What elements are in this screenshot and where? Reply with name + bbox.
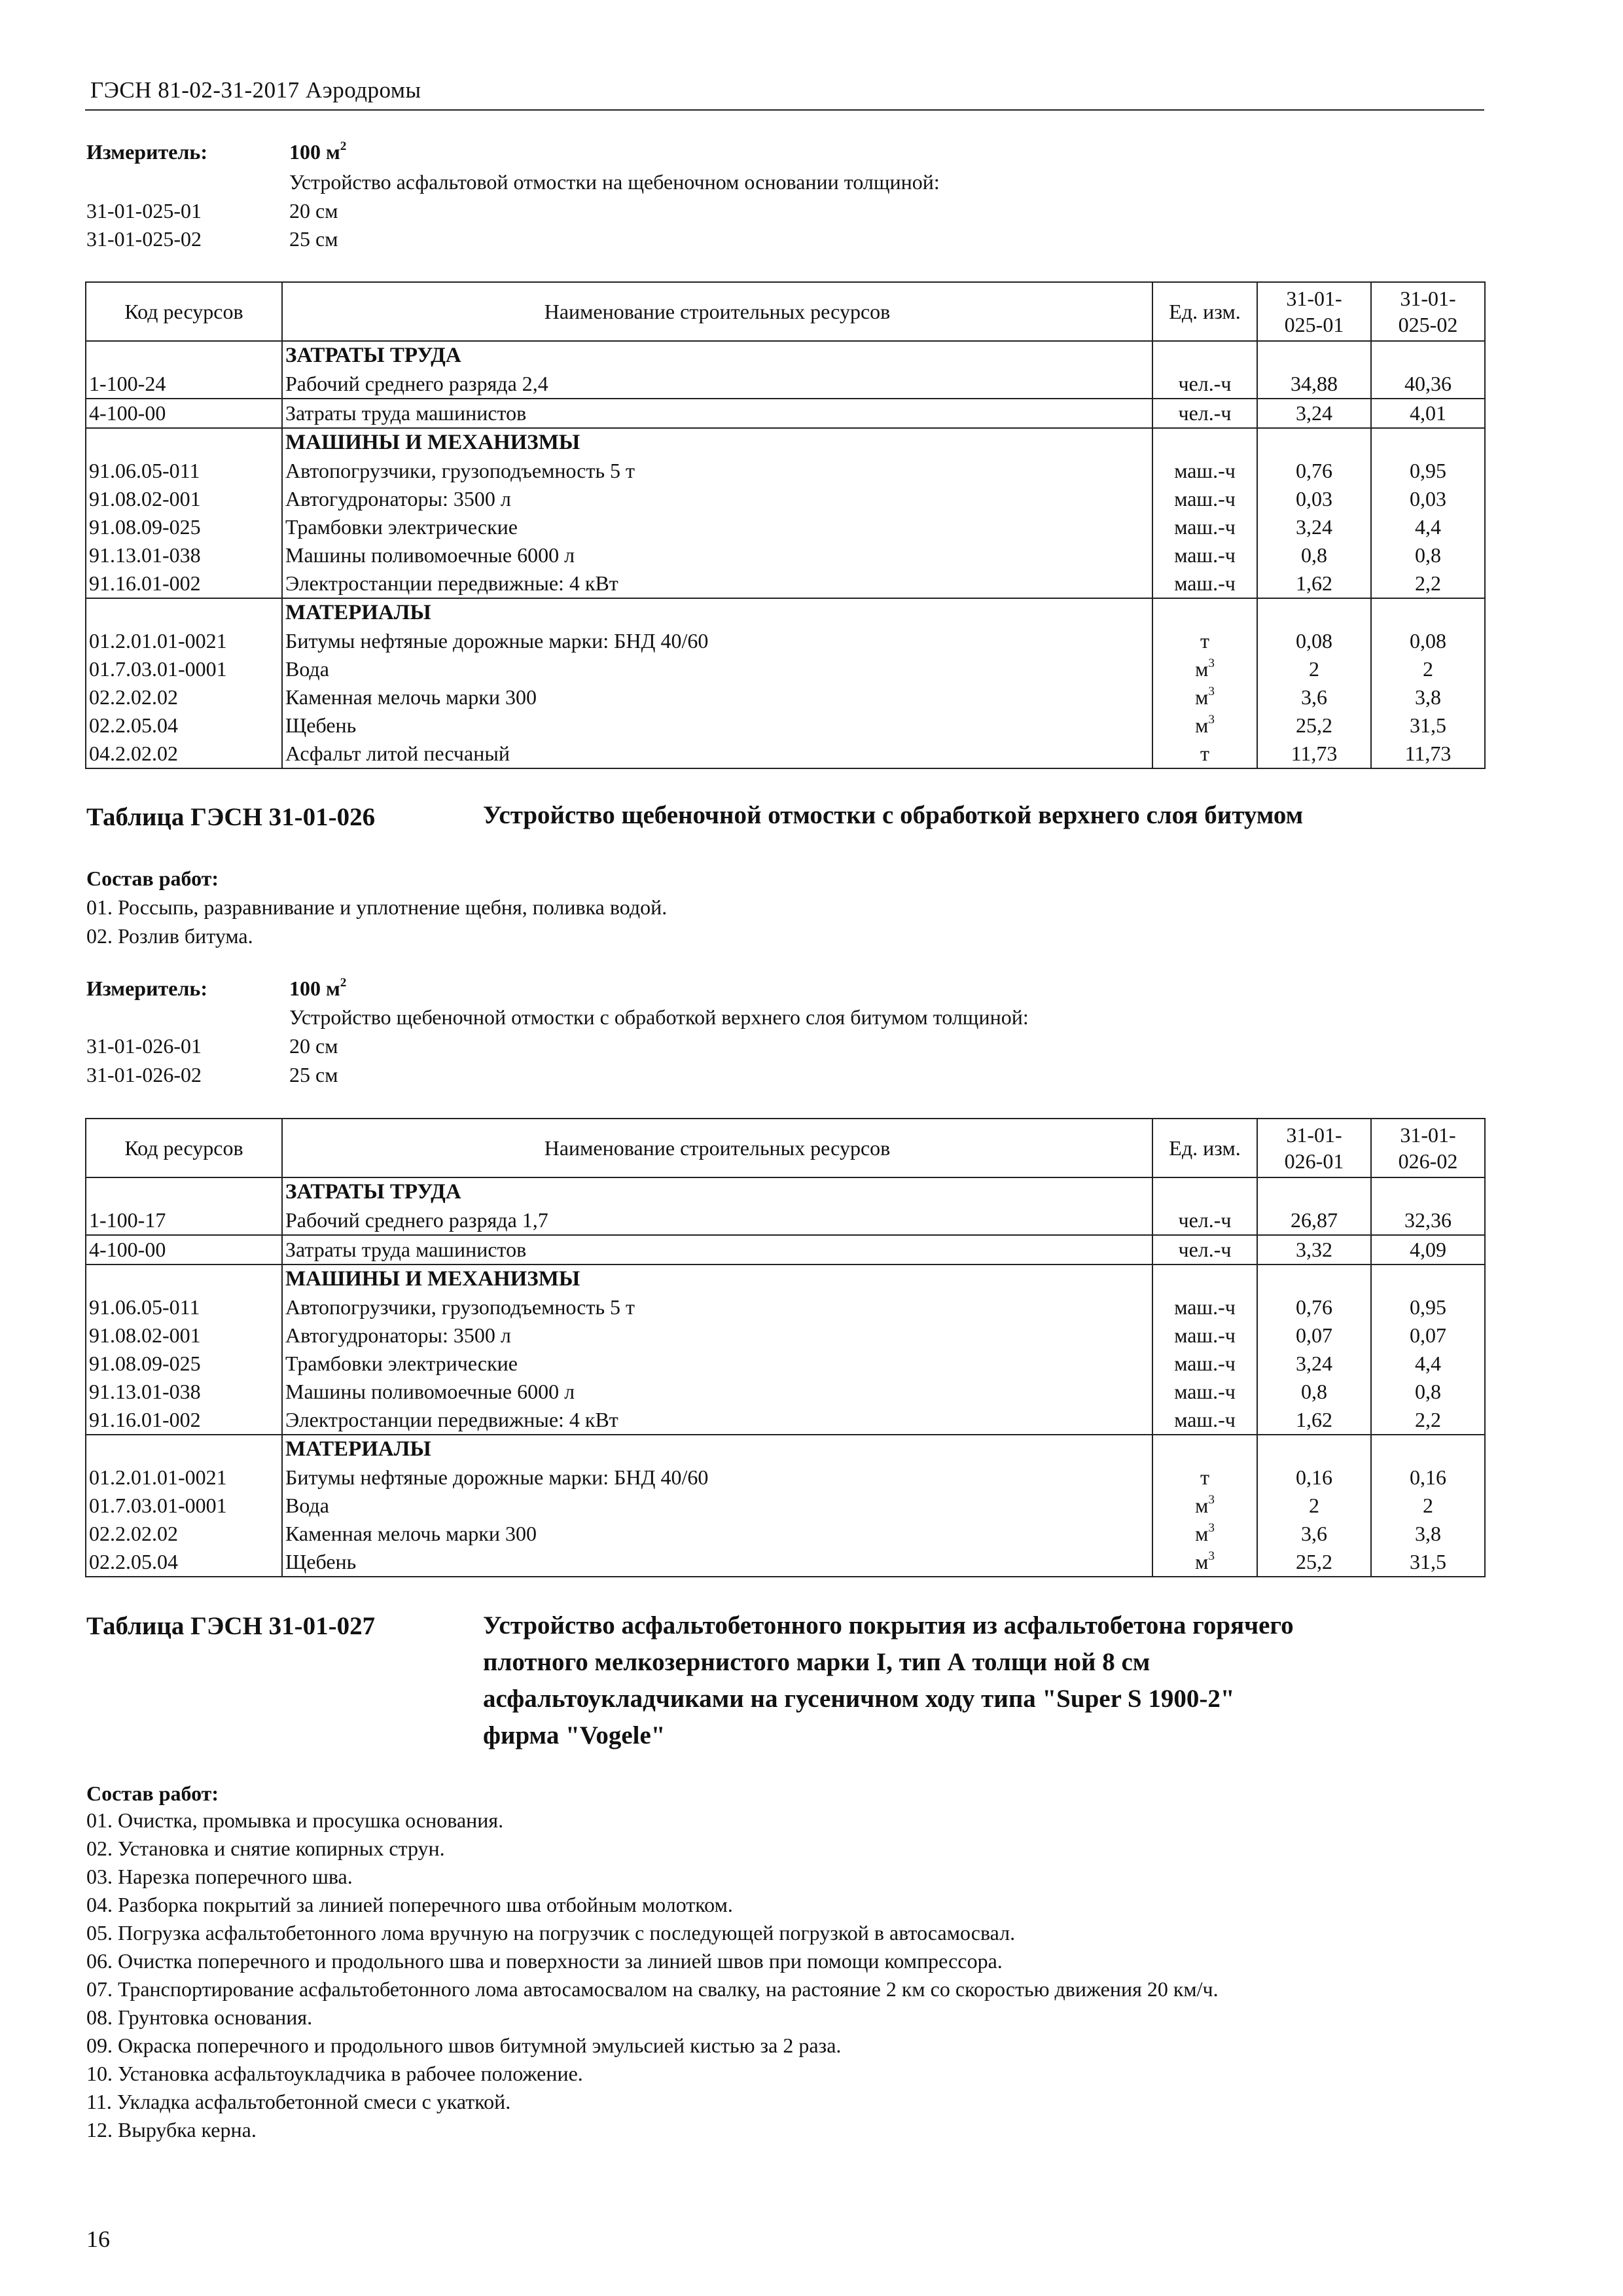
cell-value-2: 32,36 [1371,1206,1485,1235]
unit-text: т [1200,1465,1209,1489]
cell-name: Автогудронаторы: 3500 л [282,485,1152,513]
table-row [86,569,1485,598]
table-row [86,1321,1485,1350]
unit-text: маш.-ч [1174,1295,1236,1319]
table-title-line: плотного мелкозернистого марки I, тип А толщи ной 8 см [483,1648,1150,1676]
unit-sup: 3 [1208,656,1215,671]
cell-value-1: 3,24 [1257,399,1371,428]
resources-table [85,281,1486,769]
measure-value: 100 $м^2$ [289,139,347,164]
section-title: ЗАТРАТЫ ТРУДА [282,341,1152,370]
cell-code: 91.08.09-025 [86,1350,282,1378]
section-row [86,1265,1485,1293]
section-title: МАШИНЫ И МЕХАНИЗМЫ [282,1265,1152,1293]
section-title: МАТЕРИАЛЫ [282,598,1152,627]
section-unit-cell [1152,1435,1257,1463]
variant-value: 20 см [289,199,338,223]
header-code: Код ресурсов [86,282,282,341]
works-item: 07. Транспортирование асфальтобетонного лома автосамосвалом на свалку, на растояние 2 км со скоростью движения 20 км/ч. [86,1977,1219,2001]
works-item: 09. Окраска поперечного и продольного швов битумной эмульсией кистью за 2 раза. [86,2034,842,2057]
section-v1-cell [1257,1177,1371,1206]
cell-unit [1152,1406,1257,1435]
section-v1-cell [1257,341,1371,370]
table-row [86,1350,1485,1378]
cell-name: Затраты труда машинистов [282,399,1152,428]
variant-code: 31-01-026-02 [86,1063,202,1086]
cell-value-1: 34,88 [1257,370,1371,399]
section-unit-cell [1152,1265,1257,1293]
works-list [86,1806,1219,2144]
variant-value: 25 см [289,227,338,251]
cell-code: 01.2.01.01-0021 [86,1463,282,1492]
cell-value-2: 0,03 [1371,485,1485,513]
header-line: 025-02 [1398,313,1458,336]
table-row [86,399,1485,428]
section-v1-cell [1257,1265,1371,1293]
unit-text: маш.-ч [1174,1352,1236,1375]
cell-name: Электростанции передвижные: 4 кВт [282,1406,1152,1435]
cell-value-1: 3,24 [1257,513,1371,541]
unit-text: м [1195,1494,1209,1517]
cell-code: 91.08.09-025 [86,513,282,541]
cell-value-1: 2 [1257,1492,1371,1520]
cell-unit [1152,541,1257,569]
cell-value-1: 3,6 [1257,1520,1371,1548]
section-v2-cell [1371,341,1485,370]
cell-value-2: 0,95 [1371,1293,1485,1321]
cell-value-2: 0,8 [1371,541,1485,569]
cell-value-1: 2 [1257,655,1371,683]
cell-value-1: 11,73 [1257,740,1371,768]
cell-name: Машины поливомоечные 6000 л [282,541,1152,569]
cell-unit [1152,485,1257,513]
table-row [86,1463,1485,1492]
unit-sup: 3 [1208,1521,1215,1535]
section-v1-cell [1257,598,1371,627]
measure-value: 100 $м^2$ [289,976,347,1000]
cell-value-1: 0,76 [1257,457,1371,485]
section-unit-cell [1152,341,1257,370]
cell-code: 1-100-17 [86,1206,282,1235]
table-row [86,1520,1485,1548]
works-label: Состав работ: [86,1782,219,1805]
page-number: 16 [86,2226,110,2252]
cell-unit [1152,569,1257,598]
unit-text: чел.-ч [1178,372,1232,395]
works-item: 04. Разборка покрытий за линией поперечного шва отбойным молотком. [86,1893,733,1916]
table-row [86,370,1485,399]
cell-value-1: 3,24 [1257,1350,1371,1378]
unit-sup: 3 [1208,1493,1215,1507]
section-row [86,1177,1485,1206]
section-v2-cell [1371,428,1485,457]
cell-value-1: 3,32 [1257,1235,1371,1265]
header-unit: Ед. изм. [1152,282,1257,341]
table-row [86,1206,1485,1235]
header-line: 31-01- [1400,287,1456,310]
unit-text: м [1195,685,1209,709]
table-row [86,740,1485,768]
cell-name: Рабочий среднего разряда 1,7 [282,1206,1152,1235]
cell-name: Вода [282,1492,1152,1520]
cell-code: 01.7.03.01-0001 [86,1492,282,1520]
cell-code: 91.06.05-011 [86,457,282,485]
cell-code: 02.2.05.04 [86,711,282,740]
cell-code: 91.13.01-038 [86,541,282,569]
cell-value-2: 2 [1371,1492,1485,1520]
cell-unit [1152,711,1257,740]
section-v2-cell [1371,1177,1485,1206]
cell-code: 91.08.02-001 [86,1321,282,1350]
cell-code: 91.16.01-002 [86,1406,282,1435]
variant-code: 31-01-025-02 [86,227,202,251]
table-row [86,513,1485,541]
section-row [86,598,1485,627]
cell-unit [1152,513,1257,541]
cell-name: Электростанции передвижные: 4 кВт [282,569,1152,598]
section-unit-cell [1152,1177,1257,1206]
cell-name: Асфальт литой песчаный [282,740,1152,768]
table-header-row [86,1119,1485,1177]
cell-unit [1152,370,1257,399]
cell-unit [1152,1378,1257,1406]
cell-name: Битумы нефтяные дорожные марки: БНД 40/60 [282,1463,1152,1492]
cell-value-2: 40,36 [1371,370,1485,399]
cell-name: Каменная мелочь марки 300 [282,683,1152,711]
section-row [86,1435,1485,1463]
unit-text: маш.-ч [1174,571,1236,595]
cell-value-1: 26,87 [1257,1206,1371,1235]
unit-text: маш.-ч [1174,1408,1236,1431]
cell-value-1: 0,08 [1257,627,1371,655]
works-item: 01. Россыпь, разравнивание и уплотнение щебня, поливка водой. [86,895,668,919]
works-item: 02. Розлив битума. [86,924,253,948]
cell-value-2: 31,5 [1371,711,1485,740]
header-line: 025-01 [1284,313,1344,336]
unit-text: чел.-ч [1178,1238,1232,1261]
cell-name: Рабочий среднего разряда 2,4 [282,370,1152,399]
cell-unit [1152,399,1257,428]
cell-unit [1152,457,1257,485]
cell-code: 91.08.02-001 [86,485,282,513]
table-row [86,1293,1485,1321]
header-line: 31-01- [1286,287,1342,310]
works-item: 11. Укладка асфальтобетонной смеси с укаткой. [86,2090,511,2113]
cell-value-2: 0,16 [1371,1463,1485,1492]
measure-label: Измеритель: [86,977,207,1000]
cell-name: Щебень [282,1548,1152,1577]
table-title-line: асфальтоукладчиками на гусеничном ходу типа "Super S 1900-2" [483,1685,1235,1713]
works-item: 06. Очистка поперечного и продольного шва и поверхности за линией швов при помощи компрессора. [86,1949,1003,1973]
section-title: МАШИНЫ И МЕХАНИЗМЫ [282,428,1152,457]
document-header: ГЭСН 81-02-31-2017 Аэродромы [90,77,421,103]
cell-value-1: 0,8 [1257,1378,1371,1406]
unit-text: м [1195,1522,1209,1545]
table-title-line: фирма "Vogele" [483,1721,666,1749]
cell-unit [1152,1350,1257,1378]
header-col2 [1371,1119,1485,1177]
table-title-line: Устройство асфальтобетонного покрытия из асфальтобетона горячего [483,1611,1294,1640]
cell-unit [1152,627,1257,655]
cell-code: 02.2.02.02 [86,683,282,711]
cell-value-2: 4,09 [1371,1235,1485,1265]
variant-value: 20 см [289,1034,338,1058]
cell-code: 01.2.01.01-0021 [86,627,282,655]
unit-text: чел.-ч [1178,1208,1232,1232]
works-label: Состав работ: [86,867,219,890]
unit-text: маш.-ч [1174,515,1236,539]
section-v1-cell [1257,428,1371,457]
cell-value-2: 11,73 [1371,740,1485,768]
unit-text: м [1195,1550,1209,1573]
section-unit-cell [1152,598,1257,627]
cell-value-2: 0,95 [1371,457,1485,485]
cell-name: Автопогрузчики, грузоподъемность 5 т [282,457,1152,485]
header-line: 026-02 [1398,1149,1458,1173]
cell-value-2: 3,8 [1371,683,1485,711]
section-v2-cell [1371,1435,1485,1463]
works-item: 12. Вырубка керна. [86,2118,257,2142]
cell-value-1: 1,62 [1257,569,1371,598]
unit-sup: 3 [1208,713,1215,727]
cell-value-1: 0,16 [1257,1463,1371,1492]
unit-text: маш.-ч [1174,1323,1236,1347]
unit-text: чел.-ч [1178,401,1232,425]
section-v2-cell [1371,598,1485,627]
resources-table [85,1118,1486,1577]
table-row [86,457,1485,485]
cell-code: 01.7.03.01-0001 [86,655,282,683]
header-line: 31-01- [1286,1123,1342,1147]
section-code-cell [86,341,282,370]
measure-description: Устройство щебеночной отмостки с обработкой верхнего слоя битумом толщиной: [289,1005,1029,1029]
unit-text: маш.-ч [1174,543,1236,567]
cell-name: Трамбовки электрические [282,1350,1152,1378]
variant-code: 31-01-025-01 [86,199,202,223]
section-code-cell [86,1435,282,1463]
cell-code: 91.16.01-002 [86,569,282,598]
cell-value-2: 2,2 [1371,569,1485,598]
header-line: 31-01- [1400,1123,1456,1147]
cell-value-2: 4,01 [1371,399,1485,428]
cell-value-1: 3,6 [1257,683,1371,711]
header-col2 [1371,282,1485,341]
cell-value-1: 0,8 [1257,541,1371,569]
table-header-row [86,282,1485,341]
cell-code: 4-100-00 [86,1235,282,1265]
table-row [86,627,1485,655]
cell-unit [1152,655,1257,683]
cell-unit [1152,1321,1257,1350]
unit-text: т [1200,629,1209,653]
table-title: Устройство щебеночной отмостки с обработкой верхнего слоя битумом [483,801,1304,829]
works-item: 03. Нарезка поперечного шва. [86,1865,353,1888]
header-unit: Ед. изм. [1152,1119,1257,1177]
cell-code: 4-100-00 [86,399,282,428]
table-row [86,655,1485,683]
variant-value: 25 см [289,1063,338,1086]
table-row [86,711,1485,740]
measure-label: Измеритель: [86,140,207,164]
table-row [86,485,1485,513]
unit-sup: 3 [1208,685,1215,699]
cell-value-1: 0,03 [1257,485,1371,513]
table-row [86,1492,1485,1520]
cell-value-2: 3,8 [1371,1520,1485,1548]
cell-value-1: 0,76 [1257,1293,1371,1321]
cell-value-1: 0,07 [1257,1321,1371,1350]
cell-name: Трамбовки электрические [282,513,1152,541]
section-code-cell [86,1265,282,1293]
cell-unit [1152,1520,1257,1548]
works-item: 08. Грунтовка основания. [86,2005,313,2029]
header-line: 026-01 [1284,1149,1344,1173]
cell-unit [1152,740,1257,768]
cell-value-1: 25,2 [1257,1548,1371,1577]
cell-value-2: 0,07 [1371,1321,1485,1350]
section-row [86,428,1485,457]
cell-value-2: 4,4 [1371,1350,1485,1378]
section-title: ЗАТРАТЫ ТРУДА [282,1177,1152,1206]
cell-unit [1152,1293,1257,1321]
cell-code: 91.06.05-011 [86,1293,282,1321]
unit-text: м [1195,657,1209,681]
cell-value-2: 0,8 [1371,1378,1485,1406]
cell-name: Автопогрузчики, грузоподъемность 5 т [282,1293,1152,1321]
cell-name: Вода [282,655,1152,683]
cell-unit [1152,1492,1257,1520]
section-code-cell [86,1177,282,1206]
header-name: Наименование строительных ресурсов [282,282,1152,341]
unit-text: маш.-ч [1174,487,1236,511]
section-unit-cell [1152,428,1257,457]
cell-name: Битумы нефтяные дорожные марки: БНД 40/60 [282,627,1152,655]
section-v1-cell [1257,1435,1371,1463]
section-code-cell [86,598,282,627]
cell-value-2: 2,2 [1371,1406,1485,1435]
table-row [86,1548,1485,1577]
cell-value-2: 4,4 [1371,513,1485,541]
unit-text: маш.-ч [1174,459,1236,482]
unit-sup: 3 [1208,1549,1215,1564]
cell-value-1: 1,62 [1257,1406,1371,1435]
cell-code: 91.13.01-038 [86,1378,282,1406]
cell-value-1: 25,2 [1257,711,1371,740]
section-title: МАТЕРИАЛЫ [282,1435,1152,1463]
cell-value-2: 0,08 [1371,627,1485,655]
cell-name: Каменная мелочь марки 300 [282,1520,1152,1548]
table-row [86,1235,1485,1265]
cell-unit [1152,1548,1257,1577]
table-row [86,541,1485,569]
table-row [86,1406,1485,1435]
cell-unit [1152,1463,1257,1492]
cell-unit [1152,1206,1257,1235]
table-row [86,1378,1485,1406]
table-row [86,683,1485,711]
unit-text: т [1200,742,1209,765]
cell-name: Автогудронаторы: 3500 л [282,1321,1152,1350]
cell-code: 1-100-24 [86,370,282,399]
table-label: Таблица ГЭСН 31-01-027 [86,1612,376,1640]
measure-description: Устройство асфальтовой отмостки на щебеночном основании толщиной: [289,170,940,194]
cell-code: 04.2.02.02 [86,740,282,768]
cell-name: Затраты труда машинистов [282,1235,1152,1265]
variant-code: 31-01-026-01 [86,1034,202,1058]
section-v2-cell [1371,1265,1485,1293]
header-code: Код ресурсов [86,1119,282,1177]
works-item: 05. Погрузка асфальтобетонного лома вручную на погрузчик с последующей погрузкой в автосамосвал. [86,1921,1016,1945]
section-code-cell [86,428,282,457]
cell-code: 02.2.05.04 [86,1548,282,1577]
header-col1 [1257,282,1371,341]
cell-unit [1152,683,1257,711]
works-item: 01. Очистка, промывка и просушка основания. [86,1808,504,1832]
cell-name: Щебень [282,711,1152,740]
header-name: Наименование строительных ресурсов [282,1119,1152,1177]
unit-text: маш.-ч [1174,1380,1236,1403]
unit-text: м [1195,713,1209,737]
cell-value-2: 31,5 [1371,1548,1485,1577]
table-label: Таблица ГЭСН 31-01-026 [86,803,376,831]
section-row [86,341,1485,370]
works-item: 10. Установка асфальтоукладчика в рабочее положение. [86,2062,583,2085]
works-item: 02. Установка и снятие копирных струн. [86,1837,445,1860]
cell-unit [1152,1235,1257,1265]
cell-code: 02.2.02.02 [86,1520,282,1548]
cell-name: Машины поливомоечные 6000 л [282,1378,1152,1406]
cell-value-2: 2 [1371,655,1485,683]
header-col1 [1257,1119,1371,1177]
header-rule [85,109,1484,111]
